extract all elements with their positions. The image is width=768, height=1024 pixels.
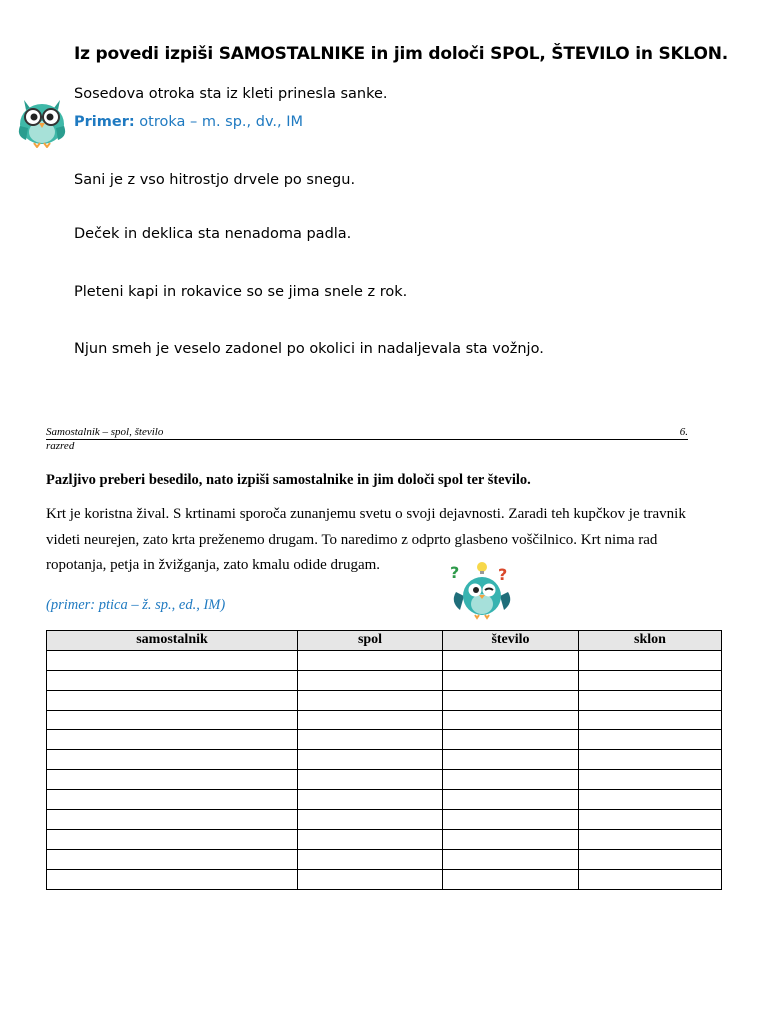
owl-with-glasses-icon (14, 92, 70, 148)
answer-cell[interactable] (579, 670, 722, 690)
column-header: spol (298, 631, 443, 651)
answer-cell[interactable] (443, 790, 579, 810)
answer-cell[interactable] (47, 750, 298, 770)
example-line (74, 114, 303, 130)
example-label: Primer: (74, 114, 135, 130)
answer-cell[interactable] (298, 650, 443, 670)
table-row (47, 869, 722, 889)
answer-table (46, 630, 722, 890)
table-row (47, 790, 722, 810)
answer-cell[interactable] (298, 730, 443, 750)
table-row (47, 730, 722, 750)
answer-cell[interactable] (47, 710, 298, 730)
answer-cell[interactable] (443, 650, 579, 670)
header-second-line: razred (46, 440, 75, 452)
table-row (47, 670, 722, 690)
header-right: 6. (679, 426, 688, 438)
answer-cell[interactable] (298, 869, 443, 889)
table-row (47, 650, 722, 670)
exercise2-instruction: Pazljivo preberi besedilo, nato izpiši samostalnike in jim določi spol ter število. (46, 472, 531, 488)
answer-cell[interactable] (443, 710, 579, 730)
answer-cell[interactable] (579, 690, 722, 710)
table-row (47, 810, 722, 830)
header-left: Samostalnik – spol, število (46, 426, 164, 438)
sentence-4: Pleteni kapi in rokavice so se jima snele z rok. (74, 284, 408, 300)
table-row (47, 849, 722, 869)
answer-cell[interactable] (47, 790, 298, 810)
table-row (47, 750, 722, 770)
svg-text:?: ? (450, 563, 460, 582)
answer-cell[interactable] (47, 849, 298, 869)
exercise2-paragraph: Krt je koristna žival. S krtinami sporoča zunanjemu svetu o svoji dejavnosti. Zaradi teh kupčkov je travnik videti neurejen, zato krta preženemo drugam. To naredimo z odprto glasbeno voščilnico. Krt nima rad ropotanja, petja in žvižganja, zato kmalu odide drugam. (46, 506, 686, 573)
answer-cell[interactable] (443, 770, 579, 790)
answer-cell[interactable] (47, 650, 298, 670)
answer-cell[interactable] (47, 770, 298, 790)
exercise-title: Iz povedi izpiši SAMOSTALNIKE in jim določi SPOL, ŠTEVILO in SKLON. (74, 44, 729, 64)
example-text: otroka – m. sp., dv., IM (139, 114, 304, 130)
answer-cell[interactable] (298, 710, 443, 730)
table-row (47, 770, 722, 790)
column-header: število (443, 631, 579, 651)
answer-cell[interactable] (579, 750, 722, 770)
answer-cell[interactable] (443, 750, 579, 770)
svg-text:?: ? (498, 565, 508, 584)
answer-cell[interactable] (298, 829, 443, 849)
header-line (46, 426, 688, 440)
table-row (47, 690, 722, 710)
table-row (47, 710, 722, 730)
answer-cell[interactable] (579, 730, 722, 750)
page-header (46, 426, 688, 453)
sentence-5: Njun smeh je veselo zadonel po okolici in nadaljevala sta vožnjo. (74, 341, 544, 357)
answer-cell[interactable] (47, 810, 298, 830)
sentence-1: Sosedova otroka sta iz kleti prinesla sanke. (74, 86, 388, 102)
answer-cell[interactable] (443, 849, 579, 869)
answer-cell[interactable] (298, 849, 443, 869)
sentence-3: Deček in deklica sta nenadoma padla. (74, 226, 352, 242)
answer-cell[interactable] (298, 670, 443, 690)
answer-cell[interactable] (47, 670, 298, 690)
table-header-row (47, 631, 722, 651)
answer-cell[interactable] (579, 770, 722, 790)
answer-cell[interactable] (579, 790, 722, 810)
answer-cell[interactable] (298, 790, 443, 810)
table-row (47, 829, 722, 849)
answer-cell[interactable] (298, 770, 443, 790)
sentence-2: Sani je z vso hitrostjo drvele po snegu. (74, 172, 356, 188)
answer-cell[interactable] (579, 869, 722, 889)
answer-cell[interactable] (47, 690, 298, 710)
answer-cell[interactable] (443, 690, 579, 710)
answer-cell[interactable] (443, 730, 579, 750)
answer-cell[interactable] (579, 650, 722, 670)
column-header: sklon (579, 631, 722, 651)
answer-cell[interactable] (579, 849, 722, 869)
answer-cell[interactable] (298, 750, 443, 770)
exercise2-example: (primer: ptica – ž. sp., ed., IM) (46, 597, 226, 613)
answer-cell[interactable] (298, 690, 443, 710)
answer-cell[interactable] (47, 730, 298, 750)
answer-cell[interactable] (579, 810, 722, 830)
answer-cell[interactable] (443, 670, 579, 690)
answer-cell[interactable] (579, 829, 722, 849)
answer-cell[interactable] (443, 829, 579, 849)
table-body (47, 650, 722, 889)
column-header: samostalnik (47, 631, 298, 651)
answer-cell[interactable] (47, 829, 298, 849)
answer-cell[interactable] (443, 869, 579, 889)
answer-cell[interactable] (443, 810, 579, 830)
thinking-owl-icon (448, 558, 516, 620)
answer-cell[interactable] (579, 710, 722, 730)
answer-cell[interactable] (298, 810, 443, 830)
answer-cell[interactable] (47, 869, 298, 889)
